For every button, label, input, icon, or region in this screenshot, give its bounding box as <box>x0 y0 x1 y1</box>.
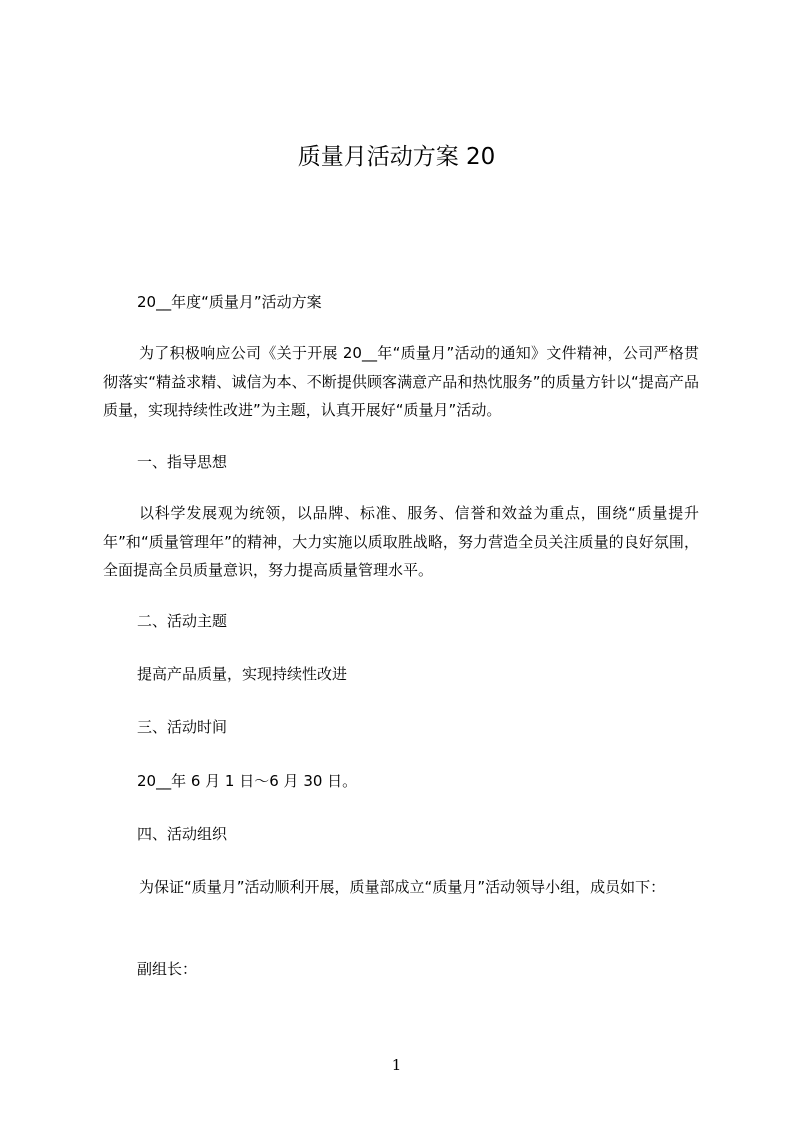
deputy-leader-label: 副组长： <box>137 960 198 978</box>
page-number: 1 <box>391 1056 402 1074</box>
section-heading-activity-theme: 二、活动主题 <box>137 612 228 630</box>
section-heading-activity-time: 三、活动时间 <box>137 718 228 736</box>
section-heading-guiding-ideology: 一、指导思想 <box>137 453 228 471</box>
intro-paragraph: 为了积极响应公司《关于开展 20__年“质量月”活动的通知》文件精神，公司严格贯彻落实“精益求精、诚信为本、不断提供顾客满意产品和热忱服务”的质量方针以“提高产品质量，实现持续性改进”为主题，认真开展好“质量月”活动。 <box>103 344 699 420</box>
document-subtitle: 20__年度“质量月”活动方案 <box>137 293 322 311</box>
section-body-activity-organization: 为保证“质量月”活动顺利开展，质量部成立“质量月”活动领导小组，成员如下： <box>139 878 666 896</box>
section-heading-activity-organization: 四、活动组织 <box>137 825 228 843</box>
document-title: 质量月活动方案 20 <box>297 144 496 170</box>
section-body-guiding-ideology: 以科学发展观为统领，以品牌、标准、服务、信誉和效益为重点，围绕“质量提升年”和“质量管理年”的精神，大力实施以质取胜战略，努力营造全员关注质量的良好氛围，全面提高全员质量意识，努力提高质量管理水平。 <box>103 504 699 580</box>
section-body-activity-time: 20__年 6 月 1 日～6 月 30 日。 <box>137 772 358 790</box>
section-body-activity-theme: 提高产品质量，实现持续性改进 <box>137 665 348 683</box>
